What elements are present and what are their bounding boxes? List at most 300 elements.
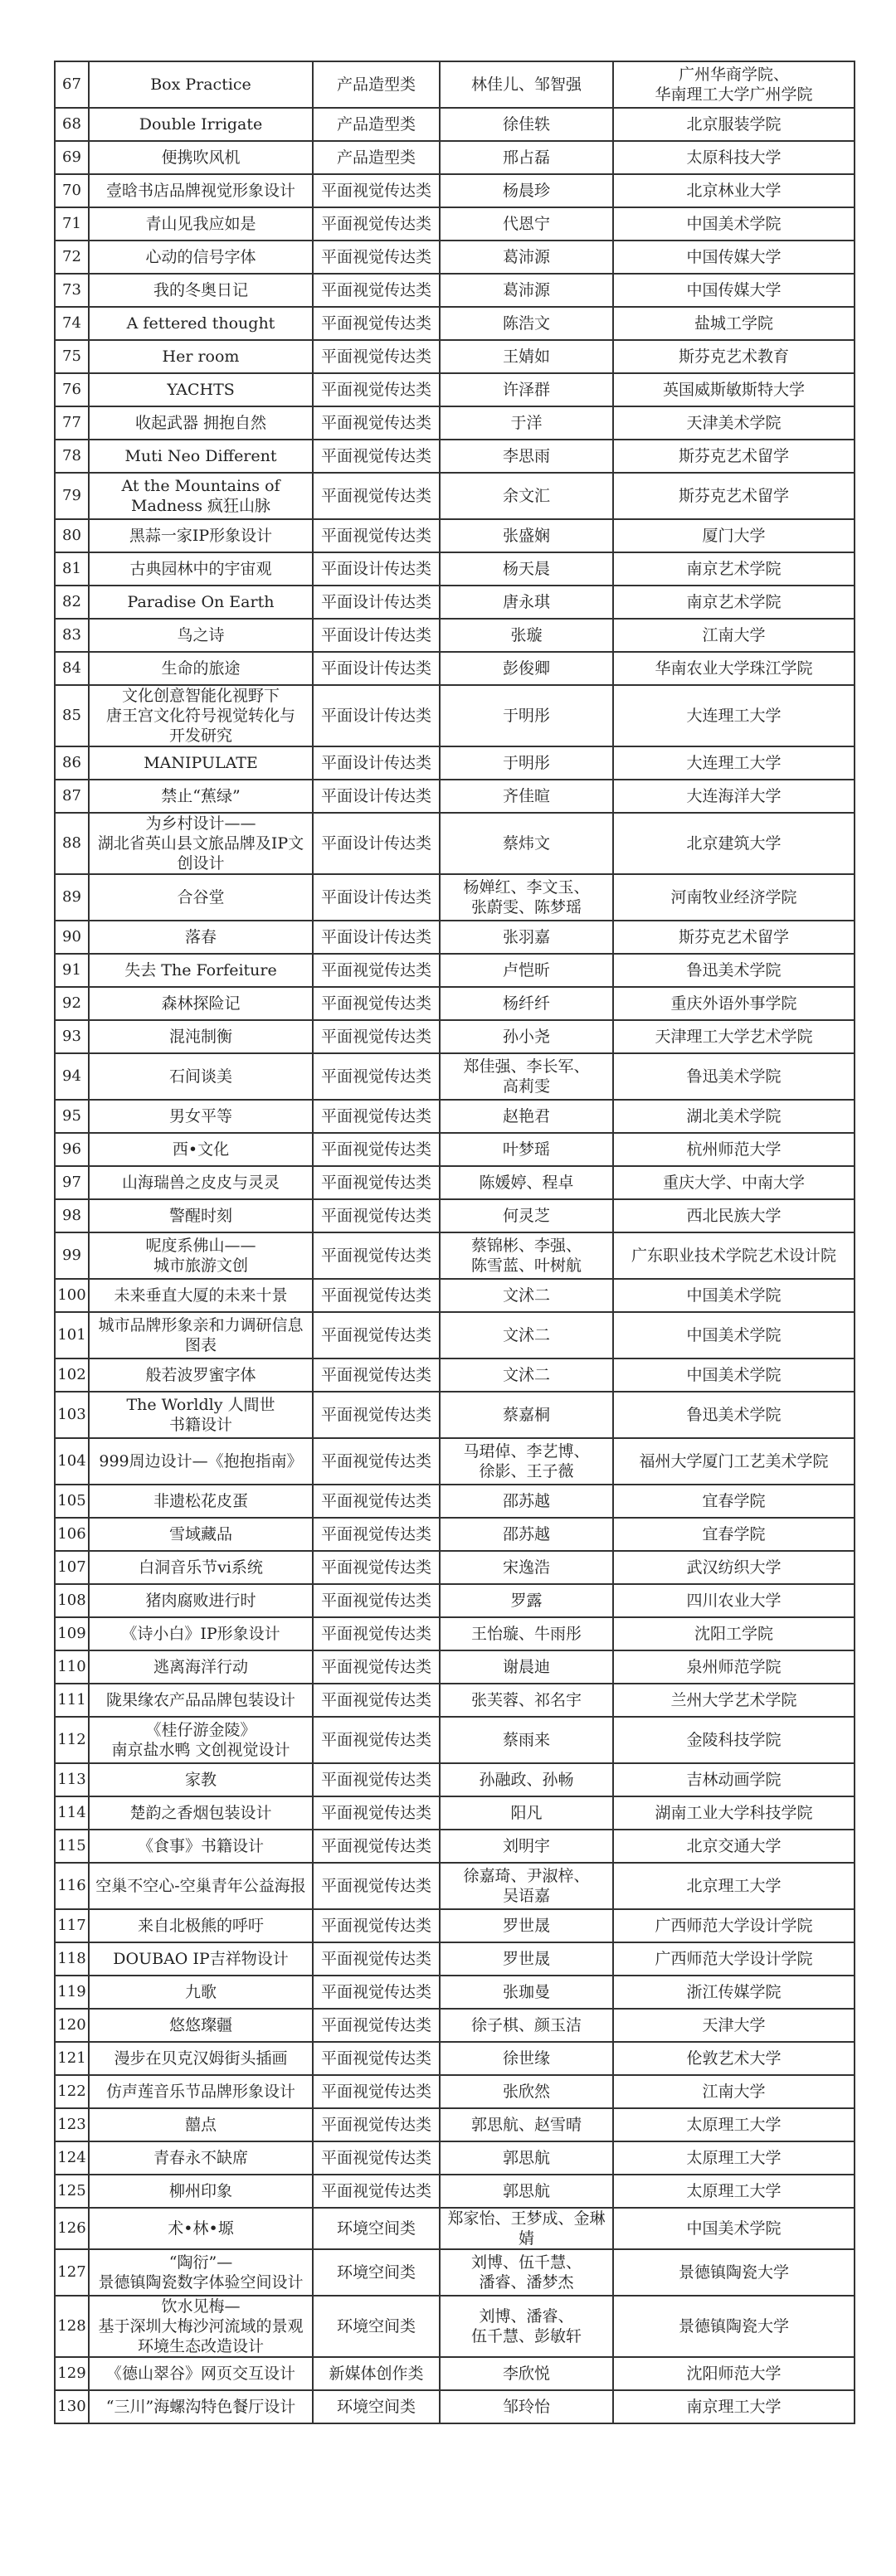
work-title: 禁止“蕉绿” — [89, 780, 313, 813]
table-row — [55, 1684, 855, 1717]
work-title: 猪肉腐败进行时 — [89, 1584, 313, 1617]
school-name: 大连理工大学 — [613, 685, 855, 746]
entry-number: 122 — [55, 2075, 89, 2108]
entry-number: 97 — [55, 1166, 89, 1199]
entry-number: 126 — [55, 2208, 89, 2249]
author-names: 余文汇 — [440, 473, 613, 519]
entry-number: 106 — [55, 1518, 89, 1551]
school-name: 北京服装学院 — [613, 108, 855, 141]
work-category: 平面视觉传达类 — [313, 1796, 440, 1830]
author-names: 邹玲怡 — [440, 2390, 613, 2423]
work-category: 平面设计传达类 — [313, 552, 440, 586]
entry-number: 117 — [55, 1909, 89, 1942]
table-row — [55, 2042, 855, 2075]
author-names: 谢晨迪 — [440, 1650, 613, 1684]
work-category: 平面视觉传达类 — [313, 1584, 440, 1617]
entry-number: 83 — [55, 619, 89, 652]
entry-number: 71 — [55, 207, 89, 241]
school-name: 盐城工学院 — [613, 307, 855, 340]
entry-number: 80 — [55, 519, 89, 552]
author-names: 许泽群 — [440, 373, 613, 406]
table-row — [55, 921, 855, 954]
author-names: 张羽嘉 — [440, 921, 613, 954]
school-name: 中国美术学院 — [613, 1358, 855, 1392]
author-names: 蔡炜文 — [440, 813, 613, 874]
school-name: 北京交通大学 — [613, 1830, 855, 1863]
work-category: 平面设计传达类 — [313, 652, 440, 685]
entry-number: 82 — [55, 586, 89, 619]
author-names: 郭思航 — [440, 2141, 613, 2175]
table-row — [55, 586, 855, 619]
school-name: 宜春学院 — [613, 1518, 855, 1551]
school-name: 南京理工大学 — [613, 2390, 855, 2423]
work-title: 青山见我应如是 — [89, 207, 313, 241]
entry-number: 105 — [55, 1485, 89, 1518]
work-title: 男女平等 — [89, 1100, 313, 1133]
author-names: 何灵芝 — [440, 1199, 613, 1232]
table-row — [55, 440, 855, 473]
table-row — [55, 1551, 855, 1584]
entry-number: 107 — [55, 1551, 89, 1584]
work-category: 平面视觉传达类 — [313, 207, 440, 241]
school-name: 中国美术学院 — [613, 207, 855, 241]
work-category: 环境空间类 — [313, 2249, 440, 2296]
school-name: 景德镇陶瓷大学 — [613, 2249, 855, 2296]
school-name: 鲁迅美术学院 — [613, 954, 855, 987]
author-names: 徐世缘 — [440, 2042, 613, 2075]
entry-number: 120 — [55, 2009, 89, 2042]
table-row — [55, 874, 855, 921]
work-title: “三川”海螺沟特色餐厅设计 — [89, 2390, 313, 2423]
work-title: 悠悠璨疆 — [89, 2009, 313, 2042]
school-name: 沈阳师范大学 — [613, 2357, 855, 2390]
author-names: 郑家怡、王梦成、金琳婧 — [440, 2208, 613, 2249]
entry-number: 108 — [55, 1584, 89, 1617]
entry-number: 123 — [55, 2108, 89, 2141]
school-name: 宜春学院 — [613, 1485, 855, 1518]
work-title: 般若波罗蜜字体 — [89, 1358, 313, 1392]
author-names: 陈媛婷、程卓 — [440, 1166, 613, 1199]
table-row — [55, 1942, 855, 1976]
table-row — [55, 1485, 855, 1518]
author-names: 郑佳强、李长军、 高莉雯 — [440, 1053, 613, 1100]
school-name: 天津美术学院 — [613, 406, 855, 440]
entry-number: 104 — [55, 1438, 89, 1485]
work-category: 平面视觉传达类 — [313, 1518, 440, 1551]
entry-number: 75 — [55, 340, 89, 373]
work-title: 收起武器 拥抱自然 — [89, 406, 313, 440]
author-names: 李欣悦 — [440, 2357, 613, 2390]
work-title: 非遗松花皮蛋 — [89, 1485, 313, 1518]
work-category: 平面设计传达类 — [313, 586, 440, 619]
table-row — [55, 2357, 855, 2390]
work-category: 平面设计传达类 — [313, 921, 440, 954]
entry-number: 99 — [55, 1232, 89, 1279]
school-name: 鲁迅美术学院 — [613, 1053, 855, 1100]
work-title: 空巢不空心-空巢青年公益海报 — [89, 1863, 313, 1909]
work-title: MANIPULATE — [89, 746, 313, 780]
table-row — [55, 987, 855, 1020]
entry-number: 92 — [55, 987, 89, 1020]
table-row — [55, 1518, 855, 1551]
school-name: 江南大学 — [613, 2075, 855, 2108]
work-category: 环境空间类 — [313, 2296, 440, 2357]
work-category: 平面视觉传达类 — [313, 1976, 440, 2009]
author-names: 徐子棋、颜玉洁 — [440, 2009, 613, 2042]
school-name: 太原理工大学 — [613, 2141, 855, 2175]
work-title: 我的冬奥日记 — [89, 274, 313, 307]
work-title: 术•林•塬 — [89, 2208, 313, 2249]
school-name: 英国威斯敏斯特大学 — [613, 373, 855, 406]
school-name: 中国美术学院 — [613, 2208, 855, 2249]
entry-number: 69 — [55, 141, 89, 174]
entry-number: 70 — [55, 174, 89, 207]
school-name: 景德镇陶瓷大学 — [613, 2296, 855, 2357]
school-name: 鲁迅美术学院 — [613, 1392, 855, 1438]
author-names: 张璇 — [440, 619, 613, 652]
work-title: 青春永不缺席 — [89, 2141, 313, 2175]
work-category: 平面视觉传达类 — [313, 1020, 440, 1053]
work-category: 平面视觉传达类 — [313, 1392, 440, 1438]
author-names: 邵苏越 — [440, 1485, 613, 1518]
work-title: 仿声莲音乐节品牌形象设计 — [89, 2075, 313, 2108]
school-name: 中国传媒大学 — [613, 274, 855, 307]
entry-number: 114 — [55, 1796, 89, 1830]
school-name: 四川农业大学 — [613, 1584, 855, 1617]
work-title: DOUBAO IP吉祥物设计 — [89, 1942, 313, 1976]
work-category: 平面视觉传达类 — [313, 473, 440, 519]
work-category: 产品造型类 — [313, 108, 440, 141]
school-name: 大连理工大学 — [613, 746, 855, 780]
entry-number: 98 — [55, 1199, 89, 1232]
school-name: 太原科技大学 — [613, 141, 855, 174]
school-name: 金陵科技学院 — [613, 1717, 855, 1763]
author-names: 刘博、潘睿、 伍千慧、彭敏轩 — [440, 2296, 613, 2357]
table-row — [55, 1830, 855, 1863]
work-category: 平面视觉传达类 — [313, 1650, 440, 1684]
work-title: Muti Neo Different — [89, 440, 313, 473]
work-category: 平面视觉传达类 — [313, 2009, 440, 2042]
author-names: 杨婵红、李文玉、 张蔚雯、陈梦瑶 — [440, 874, 613, 921]
work-title: 白洞音乐节vi系统 — [89, 1551, 313, 1584]
entry-number: 73 — [55, 274, 89, 307]
work-category: 平面视觉传达类 — [313, 1312, 440, 1358]
work-title: 城市品牌形象亲和力调研信息 图表 — [89, 1312, 313, 1358]
entry-number: 101 — [55, 1312, 89, 1358]
work-category: 平面视觉传达类 — [313, 241, 440, 274]
author-names: 张盛娴 — [440, 519, 613, 552]
work-category: 平面视觉传达类 — [313, 1485, 440, 1518]
work-category: 平面视觉传达类 — [313, 1199, 440, 1232]
entry-number: 110 — [55, 1650, 89, 1684]
table-row — [55, 274, 855, 307]
table-row — [55, 1863, 855, 1909]
work-title: 999周边设计—《抱抱指南》 — [89, 1438, 313, 1485]
author-names: 陈浩文 — [440, 307, 613, 340]
work-title: 壹晗书店品牌视觉形象设计 — [89, 174, 313, 207]
table-row — [55, 1358, 855, 1392]
work-title: 山海瑞兽之皮皮与灵灵 — [89, 1166, 313, 1199]
work-category: 产品造型类 — [313, 141, 440, 174]
work-title: 家教 — [89, 1763, 313, 1796]
table-row — [55, 1717, 855, 1763]
author-names: 蔡锦彬、李强、 陈雪蓝、叶树航 — [440, 1232, 613, 1279]
table-row — [55, 2075, 855, 2108]
school-name: 广东职业技术学院艺术设计院 — [613, 1232, 855, 1279]
entry-number: 130 — [55, 2390, 89, 2423]
author-names: 罗露 — [440, 1584, 613, 1617]
award-list-body — [55, 61, 855, 2423]
entry-number: 72 — [55, 241, 89, 274]
author-names: 王婧如 — [440, 340, 613, 373]
work-category: 平面视觉传达类 — [313, 1133, 440, 1166]
work-category: 环境空间类 — [313, 2208, 440, 2249]
work-category: 平面设计传达类 — [313, 619, 440, 652]
entry-number: 125 — [55, 2175, 89, 2208]
table-row — [55, 619, 855, 652]
author-names: 张珈曼 — [440, 1976, 613, 2009]
school-name: 湖南工业大学科技学院 — [613, 1796, 855, 1830]
entry-number: 89 — [55, 874, 89, 921]
work-title: 鸟之诗 — [89, 619, 313, 652]
table-row — [55, 954, 855, 987]
school-name: 河南牧业经济学院 — [613, 874, 855, 921]
work-category: 平面视觉传达类 — [313, 1617, 440, 1650]
school-name: 天津理工大学艺术学院 — [613, 1020, 855, 1053]
author-names: 叶梦瑶 — [440, 1133, 613, 1166]
work-title: Double Irrigate — [89, 108, 313, 141]
entry-number: 84 — [55, 652, 89, 685]
school-name: 西北民族大学 — [613, 1199, 855, 1232]
work-category: 平面视觉传达类 — [313, 1830, 440, 1863]
work-title: 来自北极熊的呼吁 — [89, 1909, 313, 1942]
author-names: 王怡璇、牛雨彤 — [440, 1617, 613, 1650]
school-name: 斯芬克艺术留学 — [613, 473, 855, 519]
entry-number: 111 — [55, 1684, 89, 1717]
work-category: 平面视觉传达类 — [313, 307, 440, 340]
table-row — [55, 340, 855, 373]
table-row — [55, 780, 855, 813]
work-title: 《食事》书籍设计 — [89, 1830, 313, 1863]
entry-number: 112 — [55, 1717, 89, 1763]
table-row — [55, 307, 855, 340]
table-row — [55, 2141, 855, 2175]
table-row — [55, 1053, 855, 1100]
author-names: 葛沛源 — [440, 241, 613, 274]
school-name: 重庆大学、中南大学 — [613, 1166, 855, 1199]
school-name: 沈阳工学院 — [613, 1617, 855, 1650]
table-row — [55, 61, 855, 108]
work-category: 平面设计传达类 — [313, 746, 440, 780]
entry-number: 127 — [55, 2249, 89, 2296]
work-category: 平面视觉传达类 — [313, 1232, 440, 1279]
entry-number: 76 — [55, 373, 89, 406]
entry-number: 91 — [55, 954, 89, 987]
table-row — [55, 813, 855, 874]
work-category: 平面视觉传达类 — [313, 1763, 440, 1796]
work-title: 合谷堂 — [89, 874, 313, 921]
table-row — [55, 1796, 855, 1830]
work-title: YACHTS — [89, 373, 313, 406]
table-row — [55, 1199, 855, 1232]
work-title: 《德山翠谷》网页交互设计 — [89, 2357, 313, 2390]
table-row — [55, 1279, 855, 1312]
school-name: 斯芬克艺术留学 — [613, 921, 855, 954]
table-row — [55, 108, 855, 141]
table-row — [55, 1584, 855, 1617]
work-title: 陇果缘农产品品牌包装设计 — [89, 1684, 313, 1717]
work-title: 逃离海洋行动 — [89, 1650, 313, 1684]
work-title: 警醒时刻 — [89, 1199, 313, 1232]
table-row — [55, 1166, 855, 1199]
table-row — [55, 174, 855, 207]
work-title: 为乡村设计—— 湖北省英山县文旅品牌及IP文 创设计 — [89, 813, 313, 874]
author-names: 齐佳暄 — [440, 780, 613, 813]
work-category: 平面视觉传达类 — [313, 987, 440, 1020]
work-title: 柳州印象 — [89, 2175, 313, 2208]
work-category: 平面视觉传达类 — [313, 1863, 440, 1909]
entry-number: 95 — [55, 1100, 89, 1133]
entry-number: 102 — [55, 1358, 89, 1392]
table-row — [55, 685, 855, 746]
table-row — [55, 1617, 855, 1650]
school-name: 斯芬克艺术教育 — [613, 340, 855, 373]
entry-number: 68 — [55, 108, 89, 141]
school-name: 南京艺术学院 — [613, 586, 855, 619]
school-name: 北京理工大学 — [613, 1863, 855, 1909]
author-names: 杨晨珍 — [440, 174, 613, 207]
table-row — [55, 552, 855, 586]
table-row — [55, 141, 855, 174]
table-row — [55, 2208, 855, 2249]
author-names: 徐嘉琦、尹淑梓、 吴语嘉 — [440, 1863, 613, 1909]
author-names: 蔡雨来 — [440, 1717, 613, 1763]
school-name: 浙江传媒学院 — [613, 1976, 855, 2009]
table-row — [55, 1020, 855, 1053]
award-list-table — [54, 61, 855, 2424]
work-category: 平面视觉传达类 — [313, 1942, 440, 1976]
entry-number: 124 — [55, 2141, 89, 2175]
work-category: 平面视觉传达类 — [313, 2175, 440, 2208]
school-name: 伦敦艺术大学 — [613, 2042, 855, 2075]
school-name: 江南大学 — [613, 619, 855, 652]
school-name: 广州华商学院、 华南理工大学广州学院 — [613, 61, 855, 108]
entry-number: 90 — [55, 921, 89, 954]
work-category: 新媒体创作类 — [313, 2357, 440, 2390]
entry-number: 128 — [55, 2296, 89, 2357]
work-category: 平面视觉传达类 — [313, 440, 440, 473]
author-names: 宋逸浩 — [440, 1551, 613, 1584]
entry-number: 121 — [55, 2042, 89, 2075]
work-title: 呢度系佛山—— 城市旅游文创 — [89, 1232, 313, 1279]
entry-number: 119 — [55, 1976, 89, 2009]
table-row — [55, 746, 855, 780]
author-names: 赵艳君 — [440, 1100, 613, 1133]
entry-number: 74 — [55, 307, 89, 340]
author-names: 林佳儿、邹智强 — [440, 61, 613, 108]
school-name: 武汉纺织大学 — [613, 1551, 855, 1584]
school-name: 厦门大学 — [613, 519, 855, 552]
work-title: 饮水见梅— 基于深圳大梅沙河流域的景观 环境生态改造设计 — [89, 2296, 313, 2357]
school-name: 中国传媒大学 — [613, 241, 855, 274]
work-category: 平面视觉传达类 — [313, 2108, 440, 2141]
work-title: 漫步在贝克汉姆街头插画 — [89, 2042, 313, 2075]
school-name: 太原理工大学 — [613, 2108, 855, 2141]
author-names: 唐永琪 — [440, 586, 613, 619]
table-row — [55, 2249, 855, 2296]
table-row — [55, 406, 855, 440]
work-category: 平面视觉传达类 — [313, 1166, 440, 1199]
school-name: 大连海洋大学 — [613, 780, 855, 813]
author-names: 郭思航、赵雪晴 — [440, 2108, 613, 2141]
entry-number: 109 — [55, 1617, 89, 1650]
author-names: 代恩宁 — [440, 207, 613, 241]
author-names: 于明彤 — [440, 746, 613, 780]
work-category: 平面视觉传达类 — [313, 274, 440, 307]
entry-number: 86 — [55, 746, 89, 780]
school-name: 中国美术学院 — [613, 1279, 855, 1312]
school-name: 太原理工大学 — [613, 2175, 855, 2208]
work-title: A fettered thought — [89, 307, 313, 340]
work-category: 平面视觉传达类 — [313, 1053, 440, 1100]
work-title: 心动的信号字体 — [89, 241, 313, 274]
work-title: 《诗小白》IP形象设计 — [89, 1617, 313, 1650]
work-title: The Worldly 人間世 书籍设计 — [89, 1392, 313, 1438]
school-name: 中国美术学院 — [613, 1312, 855, 1358]
table-row — [55, 373, 855, 406]
work-category: 平面视觉传达类 — [313, 1438, 440, 1485]
table-row — [55, 1976, 855, 2009]
author-names: 文沭二 — [440, 1279, 613, 1312]
entry-number: 77 — [55, 406, 89, 440]
work-title: 雪域藏品 — [89, 1518, 313, 1551]
work-category: 平面视觉传达类 — [313, 2141, 440, 2175]
table-row — [55, 473, 855, 519]
entry-number: 103 — [55, 1392, 89, 1438]
work-category: 平面设计传达类 — [313, 780, 440, 813]
author-names: 于洋 — [440, 406, 613, 440]
table-row — [55, 207, 855, 241]
work-title: 落春 — [89, 921, 313, 954]
work-category: 平面视觉传达类 — [313, 1551, 440, 1584]
work-title: 楚韵之香烟包装设计 — [89, 1796, 313, 1830]
author-names: 于明彤 — [440, 685, 613, 746]
work-title: 石间谈美 — [89, 1053, 313, 1100]
work-category: 平面视觉传达类 — [313, 1909, 440, 1942]
work-title: 《桂仔游金陵》 南京盐水鸭 文创视觉设计 — [89, 1717, 313, 1763]
entry-number: 81 — [55, 552, 89, 586]
author-names: 文沭二 — [440, 1358, 613, 1392]
work-category: 平面视觉传达类 — [313, 340, 440, 373]
work-category: 平面设计传达类 — [313, 813, 440, 874]
author-names: 张欣然 — [440, 2075, 613, 2108]
work-title: At the Mountains of Madness 疯狂山脉 — [89, 473, 313, 519]
author-names: 罗世晟 — [440, 1909, 613, 1942]
work-category: 平面视觉传达类 — [313, 174, 440, 207]
author-names: 孙小尧 — [440, 1020, 613, 1053]
table-row — [55, 2296, 855, 2357]
school-name: 南京艺术学院 — [613, 552, 855, 586]
table-row — [55, 1232, 855, 1279]
work-title: 生命的旅途 — [89, 652, 313, 685]
work-category: 平面视觉传达类 — [313, 954, 440, 987]
author-names: 阳凡 — [440, 1796, 613, 1830]
author-names: 邢占磊 — [440, 141, 613, 174]
work-title: 森林探险记 — [89, 987, 313, 1020]
entry-number: 79 — [55, 473, 89, 519]
school-name: 北京建筑大学 — [613, 813, 855, 874]
table-row — [55, 652, 855, 685]
